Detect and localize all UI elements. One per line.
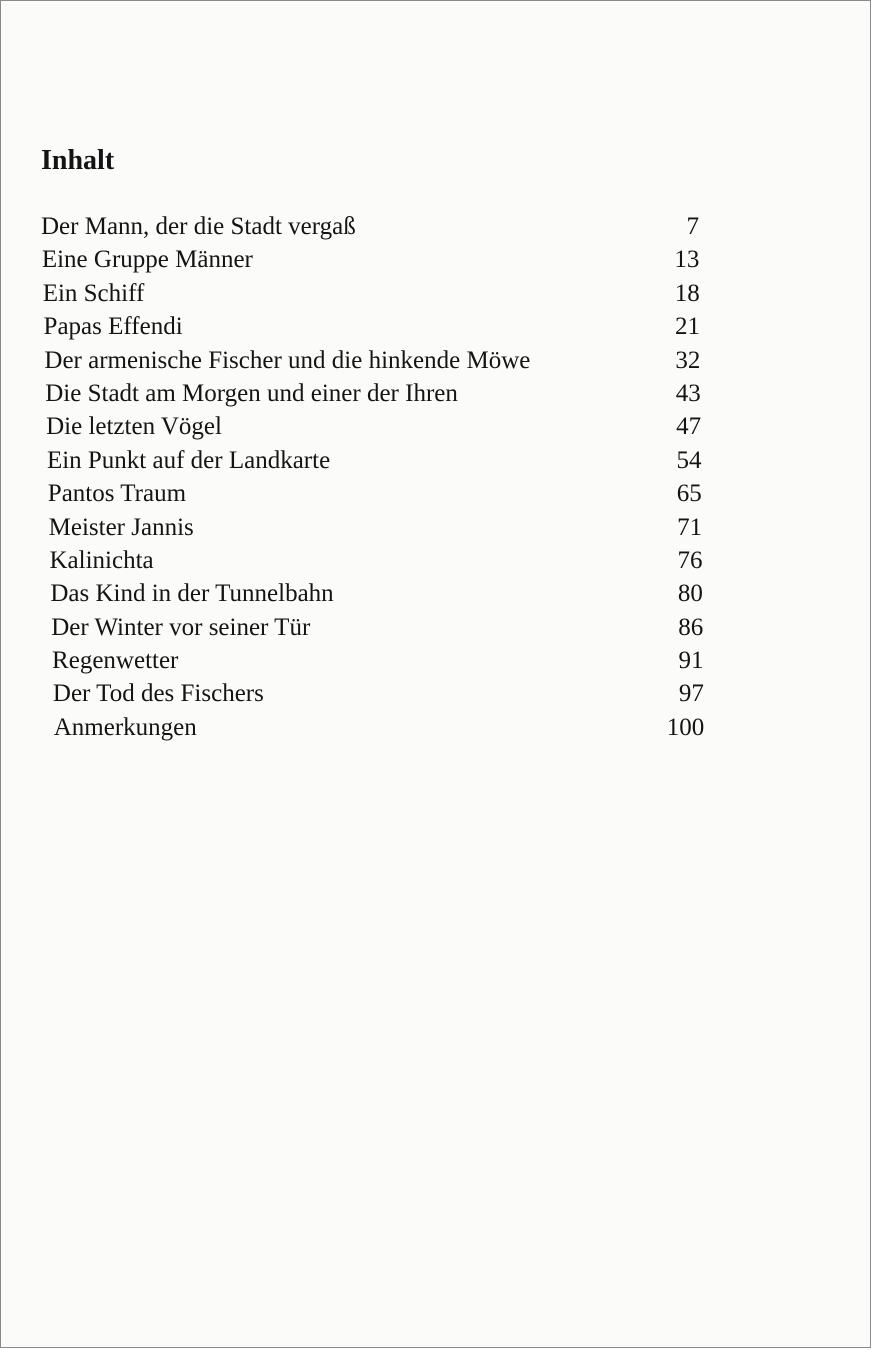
toc-entry — [1, 711, 871, 744]
toc-entry-page: 32 — [675, 346, 701, 374]
toc-entry-title: Der Tod des Fischers — [52, 680, 264, 708]
toc-entry-page: 47 — [676, 413, 702, 441]
toc-entry-page: 43 — [675, 379, 701, 407]
toc-entry-title: Regenwetter — [52, 647, 179, 675]
toc-entry — [1, 644, 871, 677]
toc-entry-page: 86 — [678, 613, 704, 641]
toc-entry — [1, 444, 871, 477]
toc-entry-title: Pantos Traum — [47, 480, 187, 508]
toc-entry-page: 13 — [674, 246, 700, 274]
toc-entry-page: 18 — [674, 279, 700, 307]
toc-entry-title: Eine Gruppe Männer — [41, 246, 253, 274]
toc-entry-title: Der armenische Fischer und die hinkende Möwe — [44, 346, 531, 374]
toc-entry — [1, 210, 871, 243]
toc-entry-page: 54 — [676, 446, 702, 474]
toc-entry-title: Ein Punkt auf der Landkarte — [46, 446, 331, 474]
toc-entry-title: Kalinichta — [49, 546, 154, 574]
toc-entry — [1, 310, 871, 343]
toc-entry-title: Anmerkungen — [53, 713, 197, 741]
toc-entry-title: Meister Jannis — [48, 513, 194, 541]
toc-entry-title: Das Kind in der Tunnelbahn — [50, 580, 334, 608]
toc-entry-page: 97 — [678, 680, 704, 708]
toc-entry — [1, 243, 871, 276]
toc-entry — [1, 511, 871, 544]
toc-entry — [1, 410, 871, 443]
toc-entry-page: 65 — [676, 480, 702, 508]
toc-entry-page: 76 — [677, 546, 703, 574]
toc-entry-page: 91 — [678, 647, 704, 675]
toc-entry-title: Der Winter vor seiner Tür — [51, 613, 311, 641]
toc-entry-page: 7 — [686, 213, 699, 240]
toc-entry-page: 21 — [675, 313, 701, 341]
toc-entry — [1, 577, 871, 610]
toc-entry — [1, 677, 871, 710]
toc-entry — [1, 377, 871, 410]
toc-entry-title: Die Stadt am Morgen und einer der Ihren — [45, 379, 458, 407]
table-of-contents — [1, 210, 871, 744]
toc-entry — [1, 477, 871, 510]
toc-entry — [1, 344, 871, 377]
toc-entry — [1, 611, 871, 644]
toc-entry-page: 100 — [666, 713, 705, 741]
toc-entry-title: Der Mann, der die Stadt vergaß — [41, 213, 356, 240]
toc-entry — [1, 277, 871, 310]
toc-entry-page: 71 — [677, 513, 703, 541]
toc-entry — [1, 544, 871, 577]
toc-entry-title: Ein Schiff — [42, 279, 145, 307]
toc-entry-page: 80 — [677, 580, 703, 608]
toc-entry-title: Papas Effendi — [43, 313, 183, 341]
toc-entry-title: Die letzten Vögel — [46, 413, 222, 441]
page-title: Inhalt — [41, 145, 115, 176]
